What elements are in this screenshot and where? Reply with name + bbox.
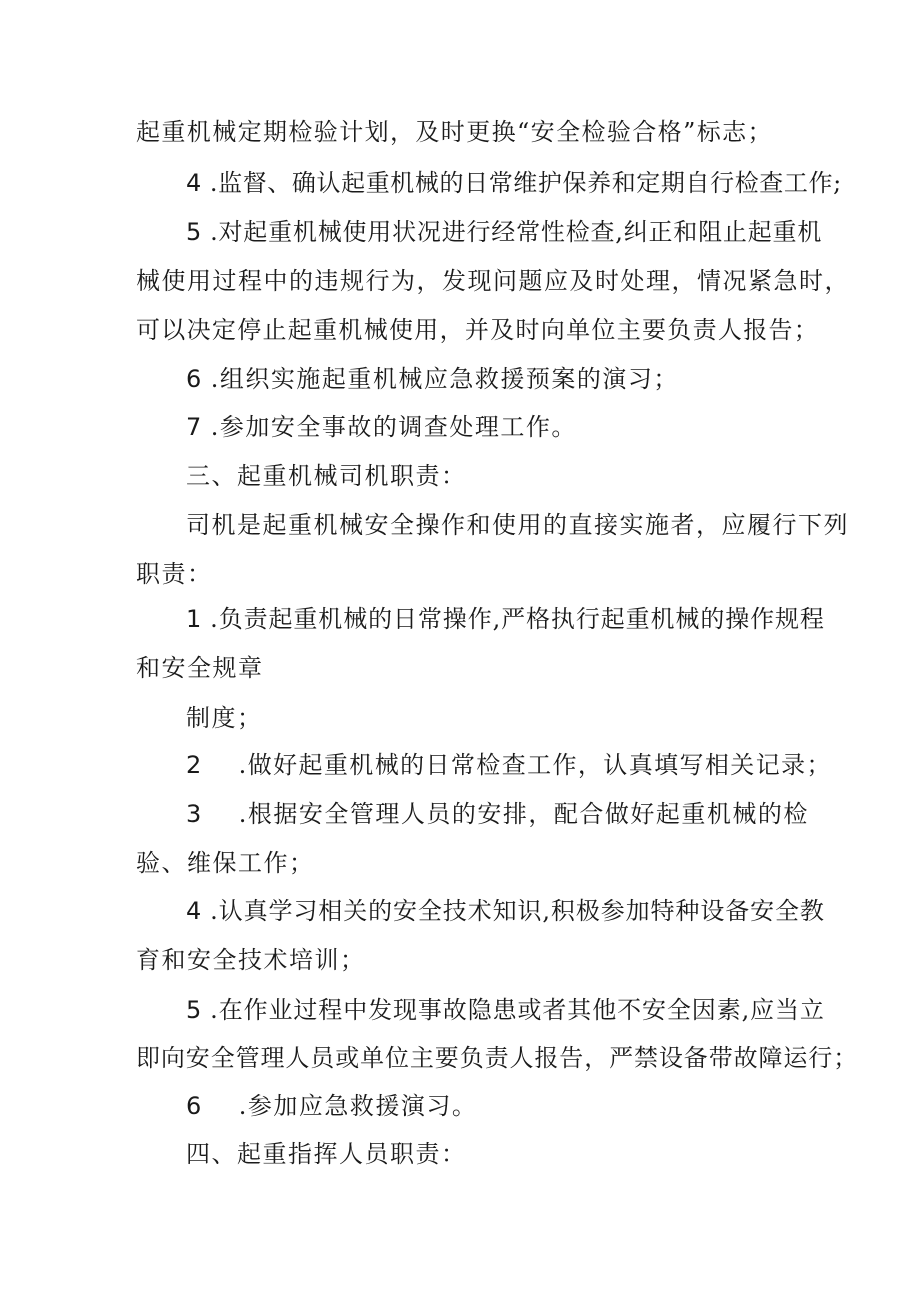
line-text: 起重机械定期检验计划，及时更换“安全检验合格”标志； [136,118,773,146]
list-item [186,995,825,1025]
line-text: .负责起重机械的日常操作,严格执行起重机械的操作规程 [210,605,825,633]
line-text: .做好起重机械的日常检查工作，认真填写相关记录； [238,751,832,779]
list-number: 5 [186,996,203,1024]
section-heading [186,1139,467,1169]
line-text: 司机是起重机械安全操作和使用的直接实施者，应履行下列 [186,511,849,539]
paragraph-line [136,848,315,878]
line-text: .在作业过程中发现事故隐患或者其他不安全因素,应当立 [210,996,825,1024]
paragraph-line [136,266,850,296]
paragraph-line [136,653,264,683]
paragraph-line [136,945,366,975]
line-text: 和安全规章 [136,654,264,682]
paragraph-line [136,315,819,345]
line-text: 制度； [186,704,263,732]
list-item [186,750,832,780]
list-number: 6 [186,1092,203,1120]
line-text: 四、起重指挥人员职责： [186,1140,467,1168]
line-text: 械使用过程中的违规行为，发现问题应及时处理，情况紧急时， [136,267,850,295]
line-text: .参加应急救援演习。 [238,1092,478,1120]
section-heading [186,461,467,491]
line-text: 职责： [136,560,213,588]
paragraph-line [136,1043,858,1073]
line-text: 育和安全技术培训； [136,946,366,974]
list-number: 7 [186,413,203,441]
list-item [186,412,577,442]
list-item [186,896,825,926]
line-text: .认真学习相关的安全技术知识,积极参加特种设备安全教 [210,897,825,925]
line-text: .监督、确认起重机械的日常维护保养和定期自行检查工作; [209,169,842,197]
list-number: 4 [186,897,203,925]
paragraph-line [136,559,213,589]
line-text: .对起重机械使用状况进行经常性检查,纠正和阻止起重机 [210,218,823,246]
list-number: 4 [186,169,202,197]
list-number: 3 [186,800,203,828]
line-text: .组织实施起重机械应急救援预案的演习； [210,365,679,393]
line-text: 三、起重机械司机职责： [186,462,467,490]
list-number: 2 [186,751,203,779]
list-number: 1 [186,605,203,633]
line-text: 可以决定停止起重机械使用，并及时向单位主要负责人报告； [136,316,820,344]
paragraph-line [186,703,263,733]
line-text: .参加安全事故的调查处理工作。 [210,413,577,441]
list-item [186,604,825,634]
list-number: 6 [186,365,203,393]
list-item [186,217,822,247]
list-item [186,1091,477,1121]
line-text: 验、维保工作； [136,849,315,877]
list-item [186,364,679,394]
line-text: 即向安全管理人员或单位主要负责人报告，严禁设备带故障运行； [136,1044,859,1072]
list-number: 5 [186,218,203,246]
list-item [186,799,809,829]
list-item [186,168,842,198]
line-text: .根据安全管理人员的安排，配合做好起重机械的检 [238,800,809,828]
paragraph-line [186,510,849,540]
paragraph-line [136,117,773,147]
